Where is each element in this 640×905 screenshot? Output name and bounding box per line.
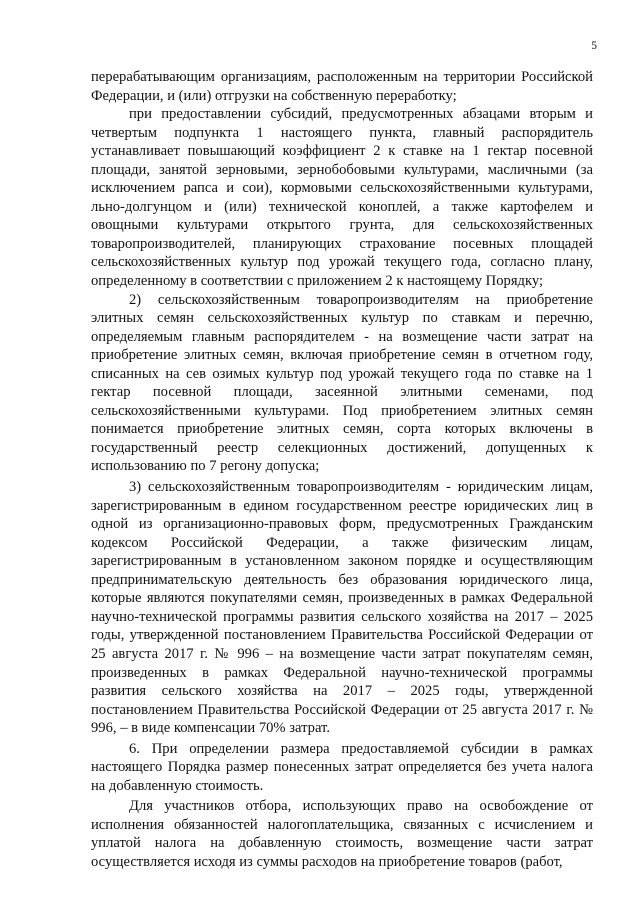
paragraph-elite-seeds: 2) сельскохозяйственным товаропроизводителям на приобретение элитных семян сельскохозяйственных культур по ставкам и перечню, определяемым главным распорядителем - на возмещение части затрат на приобретение элитных семян, включая приобретение семян в отчетном году, списанных на сев озимых культур под урожай текущего года по ставке на 1 гектар посевной площади, засеянной элитными семенами, под сельскохозяйственными культурами. Под приобретением элитных семян понимается приобретение элитных семян, сорта которых включены в государственный реестр селекционных достижений, допущенных к использованию по 7 регону допуска;	[91, 291, 593, 475]
paragraph-vat-exemption: Для участников отбора, использующих право на освобождение от исполнения обязанностей налогоплательщика, связанных с исчислением и уплатой налога на добавленную стоимость, возмещение части затрат осуществляется исходя из суммы расходов на приобретение товаров (работ,	[91, 798, 593, 870]
paragraph-seed-buyers: 3) сельскохозяйственным товаропроизводителям - юридическим лицам, зарегистрированным в едином государственном реестре юридических лиц в одной из организационно-правовых форм, предусмотренных Гражданским кодексом Российской Федерации, а также физическим лицам, зарегистрированным в установленном законом порядке и осуществляющим предпринимательскую деятельность без образования юридического лица, которые являются покупателями семян, произведенных в рамках Федеральной научно-технической программы развития сельского хозяйства на 2017 – 2025 годы, утвержденной постановлением Правительства Российской Федерации от 25 августа 2017 г. № 996 – на возмещение части затрат покупателям семян, произведенных в рамках Федеральной научно-технической программы развития сельского хозяйства на 2017 – 2025 годы, утвержденной постановлением Правительства Российской Федерации от 25 августа 2017 г. № 996, – в виде компенсации 70% затрат.	[91, 479, 593, 737]
paragraph-continuation: перерабатывающим организациям, расположенным на территории Российской Федерации, и (или) отгрузки на собственную переработку;	[91, 69, 593, 104]
document-body	[91, 68, 593, 872]
page-number: 5	[591, 40, 597, 52]
paragraph-item-6: 6. При определении размера предоставляемой субсидии в рамках настоящего Порядка размер понесенных затрат определяется без учета налога на добавленную стоимость.	[91, 740, 593, 794]
paragraph-coefficient: при предоставлении субсидий, предусмотренных абзацами вторым и четвертым подпункта 1 настоящего пункта, главный распорядитель устанавливает повышающий коэффициент 2 к ставке на 1 гектар посевной площади, занятой зерновыми, зернобобовыми культурами, масличными (за исключением рапса и сои), кормовыми сельскохозяйственными культурами, льно-долгунцом и (или) технической коноплей, а также картофелем и овощными культурами открытого грунта, для сельскохозяйственных товаропроизводителей, планирующих страхование посевных площадей сельскохозяйственных культур под урожай текущего года, согласно плану, определенному в соответствии с приложением 2 к настоящему Порядку;	[91, 106, 593, 290]
